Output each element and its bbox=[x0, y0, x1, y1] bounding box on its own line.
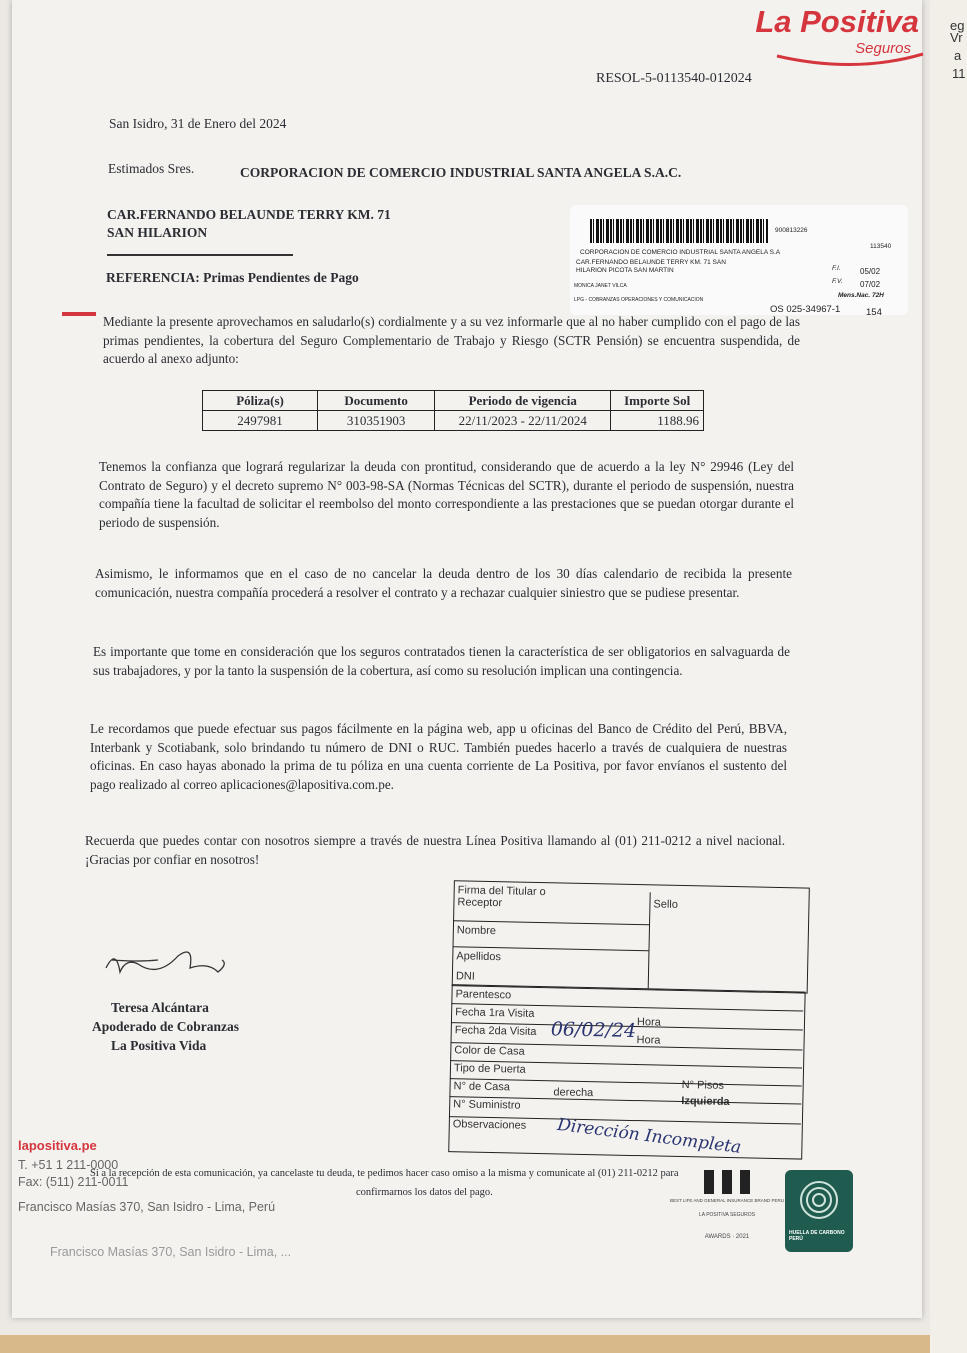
paragraph-intro: Mediante la presente aprovechamos en saludarlo(s) cordialmente y a su vez informarle que al no haber cumplido con el pago de las primas pendientes, la cobertura del Seguro Complementario de Trabajo y Riesgo (SCTR Pensión) se encuentra suspendida, de acuerdo al anexo adjunto: bbox=[103, 314, 800, 366]
footer-site: lapositiva.pe bbox=[18, 1138, 97, 1153]
izquierda-label: Izquierda bbox=[681, 1095, 730, 1109]
label-fv: 07/02 bbox=[860, 280, 881, 289]
award-line2: LA POSITIVA SEGUROS bbox=[698, 1212, 756, 1218]
table-row bbox=[203, 411, 704, 431]
handwritten-signature bbox=[98, 938, 238, 988]
observaciones-label: Observaciones bbox=[452, 1118, 527, 1132]
parentesco-label: Parentesco bbox=[455, 988, 512, 1002]
recipient-address-line1: CAR.FERNANDO BELAUNDE TERRY KM. 71 bbox=[107, 207, 391, 222]
award-line1: BEST LIFE AND GENERAL INSURANCE BRAND PERU bbox=[669, 1198, 785, 1203]
apellidos-label: Apellidos bbox=[456, 950, 502, 964]
barcode-number: 900813226 bbox=[775, 227, 808, 234]
pisos-label: N° Pisos bbox=[681, 1079, 725, 1092]
resolution-code: RESOL-5-0113540-012024 bbox=[596, 71, 752, 86]
brand-logo bbox=[747, 4, 927, 70]
signer-name: Teresa Alcántara bbox=[111, 1000, 209, 1015]
tipo-puerta-label: Tipo de Puerta bbox=[453, 1062, 526, 1076]
label-os-num: 154 bbox=[866, 307, 882, 318]
award-line3: AWARDS · 2021 bbox=[704, 1234, 750, 1240]
table-header-row bbox=[203, 391, 704, 411]
label-number: 113540 bbox=[870, 243, 892, 250]
paragraph-mandatory: Es importante que tome en consideración que los seguros contratados tienen la característica de ser obligatorios en salvaguarda de sus trabajadores, y por la tanto la suspensión de la cobertura, así como su resolución implican una contingencia. bbox=[93, 644, 790, 678]
signer-company: La Positiva Vida bbox=[111, 1038, 207, 1053]
nombre-label: Nombre bbox=[456, 924, 497, 938]
brand-sub: Seguros bbox=[855, 40, 911, 57]
salutation-label: Estimados Sres. bbox=[108, 161, 195, 176]
table-cell: 310351903 bbox=[318, 411, 435, 431]
label-os: OS 025-34967-1 bbox=[770, 304, 841, 315]
adjacent-page-edge bbox=[930, 0, 967, 1353]
award-seal bbox=[668, 1168, 786, 1248]
handwritten-observation: Dirección Incompleta bbox=[556, 1114, 743, 1158]
fingerprint-icon bbox=[797, 1178, 841, 1222]
table-header: Importe Sol bbox=[611, 391, 704, 411]
color-casa-label: Color de Casa bbox=[454, 1044, 525, 1058]
trophy-icon bbox=[702, 1168, 752, 1198]
label-address1: CAR.FERNANDO BELAUNDE TERRY KM. 71 SAN bbox=[576, 259, 726, 266]
policy-table bbox=[202, 390, 704, 431]
table-cell: 1188.96 bbox=[611, 411, 704, 431]
recipient-company: CORPORACION DE COMERCIO INDUSTRIAL SANTA ANGELA S.A.C. bbox=[240, 165, 682, 180]
brand-name: La Positiva bbox=[755, 4, 919, 39]
footer-fax: Fax: (511) 211-0011 bbox=[18, 1175, 129, 1189]
label-address2: HILARION PICOTA SAN MARTIN bbox=[576, 267, 674, 274]
label-company: CORPORACION DE COMERCIO INDUSTRIAL SANTA ANGELA S.A bbox=[580, 249, 781, 256]
footer-address-faded: Francisco Masías 370, San Isidro - Lima, ... bbox=[50, 1245, 292, 1259]
paragraph-payment: Le recordamos que puede efectuar sus pagos fácilmente en la página web, app u oficinas del Banco de Crédito del Perú, BBVA, Interbank y Scotiabank, solo brindando tu número de DNI o RUC. También puedes hacerlo a través de cualquiera de nuestras oficinas. En caso hayas abonado la prima de tu póliza en una cuenta corriente de La Positiva, por favor envíanos el sustento del pago realizado al correo aplicaciones@lapositiva.com.pe. bbox=[90, 721, 787, 792]
barcode bbox=[590, 219, 768, 243]
label-fi: 05/02 bbox=[860, 267, 881, 276]
signer-role: Apoderado de Cobranzas bbox=[92, 1019, 240, 1034]
suministro-label: N° Suministro bbox=[453, 1098, 521, 1112]
paragraph-cancel: Asimismo, le informamos que en el caso de no cancelar la deuda dentro de los 30 días calendario de recibida la presente comunicación, nuestra compañía procederá a resolver el contrato y a rechazar cualquier siniestro que se pudiese presentar. bbox=[95, 566, 792, 600]
footer-tel: T. +51 1 211-0000 bbox=[18, 1158, 119, 1172]
firma-label: Firma del Titular o Receptor bbox=[457, 884, 546, 910]
label-mens: Mens.Nac. 72H bbox=[838, 292, 884, 299]
paragraph-law: Tenemos la confianza que logrará regularizar la deuda con prontitud, considerando que de acuerdo a la ley N° 29946 (Ley del Contrato de Seguro) y el decreto supremo N° 003-98-SA (Normas Técnicas del SCTR), durante el periodo de suspensión, nuestra compañía tiene la facultad de solicitar el reembolso del monto correspondiente a las prestaciones que se puedan otorgar durante el periodo de suspensión. bbox=[99, 459, 794, 530]
visita1-label: Fecha 1ra Visita bbox=[455, 1006, 535, 1020]
side-text: eg bbox=[950, 18, 965, 33]
table-header: Póliza(s) bbox=[203, 391, 318, 411]
label-fv-tag: F.V. bbox=[832, 278, 843, 285]
side-text: Vr bbox=[950, 30, 963, 45]
divider bbox=[107, 254, 293, 256]
side-text: a bbox=[954, 48, 962, 63]
table-cell: 2497981 bbox=[203, 411, 318, 431]
footer-address: Francisco Masías 370, San Isidro - Lima, Perú bbox=[18, 1200, 276, 1214]
visita2-label: Fecha 2da Visita bbox=[454, 1024, 537, 1038]
footer-note1: Si a la recepción de esta comunicación, ya cancelaste tu deuda, te pedimos hacer caso omiso a la misma y comunicate al (01) 211-0212 para bbox=[90, 1168, 679, 1179]
delivery-receipt-form bbox=[438, 876, 816, 1174]
label-fi-tag: F.I. bbox=[832, 265, 841, 272]
derecha-label: derecha bbox=[553, 1086, 594, 1100]
table-cell: 22/11/2023 - 22/11/2024 bbox=[435, 411, 611, 431]
paragraph-contact: Recuerda que puedes contar con nosotros siempre a través de nuestra Línea Positiva llamando al (01) 211-0212 a nivel nacional. ¡Gracias por confiar en nosotros! bbox=[85, 833, 785, 867]
hora2-label: Hora bbox=[636, 1034, 661, 1047]
hora1-label: Hora bbox=[636, 1016, 661, 1029]
red-mark bbox=[62, 312, 96, 316]
table-header: Periodo de vigencia bbox=[435, 391, 611, 411]
reference-line: REFERENCIA: Primas Pendientes de Pago bbox=[106, 270, 359, 285]
num-casa-label: N° de Casa bbox=[453, 1080, 511, 1094]
shipping-label bbox=[570, 205, 908, 318]
label-department: LPG - COBRANZAS OPERACIONES Y COMUNICACION bbox=[574, 297, 704, 303]
letter-date: San Isidro, 31 de Enero del 2024 bbox=[109, 116, 287, 131]
recipient-address-line2: SAN HILARION bbox=[107, 225, 208, 240]
table-header: Documento bbox=[318, 391, 435, 411]
sello-label: Sello bbox=[653, 898, 679, 911]
brand-swoosh-icon bbox=[775, 52, 925, 70]
dni-label: DNI bbox=[455, 970, 475, 983]
label-person: MONICA JANET VILCA bbox=[574, 283, 627, 289]
footer-note2: confirmarnos los datos del pago. bbox=[356, 1187, 493, 1198]
letter-page bbox=[12, 0, 922, 1318]
side-text: 11 bbox=[952, 66, 966, 81]
handwritten-date: 06/02/24 bbox=[550, 1018, 637, 1043]
huella-text: HUELLA DE CARBONO PERÚ bbox=[789, 1230, 845, 1242]
carbon-footprint-seal bbox=[785, 1170, 853, 1252]
